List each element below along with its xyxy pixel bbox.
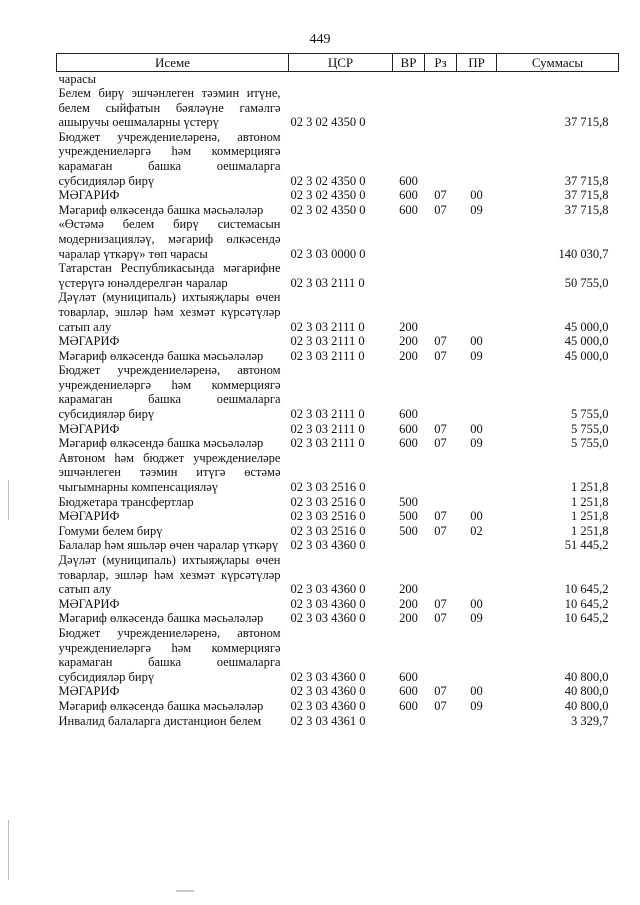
cell-csr: 02 3 03 4360 0 bbox=[290, 596, 366, 611]
cell-csr: 02 3 03 4360 0 bbox=[290, 611, 366, 626]
cell-rz bbox=[425, 72, 457, 87]
header-pr: ПР bbox=[457, 54, 497, 72]
table-row bbox=[57, 626, 619, 684]
table-row bbox=[57, 684, 619, 699]
cell-vr bbox=[393, 538, 425, 553]
cell-sum: 1 251,8 bbox=[571, 509, 609, 524]
cell-name: Дәүләт (муниципаль) ихтыяҗлары өчен товарлар, эшләр һәм хезмәт күрсәтүләр сатып алу bbox=[58, 553, 281, 597]
cell-csr: 02 3 02 4350 0 bbox=[290, 202, 366, 217]
cell-pr bbox=[457, 363, 497, 421]
cell-vr bbox=[393, 86, 425, 130]
cell-rz: 07 bbox=[434, 202, 447, 217]
cell-csr: 02 3 03 4361 0 bbox=[290, 713, 366, 728]
cell-vr: 200 bbox=[399, 611, 418, 626]
cell-vr: 600 bbox=[399, 202, 418, 217]
cell-csr: 02 3 02 4350 0 bbox=[290, 188, 366, 203]
cell-csr: 02 3 03 2111 0 bbox=[290, 334, 365, 349]
cell-pr: 00 bbox=[470, 684, 483, 699]
cell-vr: 200 bbox=[399, 596, 418, 611]
cell-sum: 45 000,0 bbox=[564, 319, 609, 334]
cell-name: Татарстан Республикасында мәгарифне үстерүгә юнәлдерелгән чаралар bbox=[58, 261, 281, 290]
cell-rz: 07 bbox=[434, 596, 447, 611]
cell-sum bbox=[497, 72, 619, 87]
cell-pr: 02 bbox=[470, 523, 483, 538]
cell-pr: 09 bbox=[470, 202, 483, 217]
cell-vr bbox=[393, 261, 425, 290]
table-row bbox=[57, 86, 619, 130]
table-row bbox=[57, 130, 619, 188]
cell-rz: 07 bbox=[434, 188, 447, 203]
cell-name: Бюджет учреждениеләренә, автоном учреждениеләргә һәм коммерциягә карамаган башка оешмаларга субсидияләр бирү bbox=[58, 625, 281, 684]
cell-csr: 02 3 03 2111 0 bbox=[290, 407, 365, 422]
cell-csr: 02 3 03 2111 0 bbox=[290, 421, 365, 436]
cell-pr bbox=[457, 626, 497, 684]
cell-vr: 500 bbox=[399, 509, 418, 524]
cell-name: Гомуми белем бирү bbox=[58, 523, 163, 538]
cell-csr: 02 3 03 2516 0 bbox=[290, 523, 366, 538]
cell-sum: 5 755,0 bbox=[571, 421, 609, 436]
cell-vr: 600 bbox=[399, 436, 418, 451]
header-rz: Рз bbox=[425, 54, 457, 72]
cell-rz bbox=[425, 495, 457, 510]
cell-pr bbox=[457, 495, 497, 510]
cell-pr bbox=[457, 261, 497, 290]
cell-sum: 37 715,8 bbox=[564, 173, 609, 188]
table-row bbox=[57, 349, 619, 364]
cell-pr bbox=[457, 290, 497, 334]
cell-vr: 600 bbox=[399, 698, 418, 713]
cell-vr: 600 bbox=[399, 684, 418, 699]
cell-rz: 07 bbox=[434, 684, 447, 699]
cell-vr: 600 bbox=[399, 188, 418, 203]
cell-name: Дәүләт (муниципаль) ихтыяҗлары өчен товарлар, эшләр һәм хезмәт күрсәтүләр сатып алу bbox=[58, 290, 281, 334]
header-sum: Суммасы bbox=[497, 54, 619, 72]
cell-name: МӘГАРИФ bbox=[58, 334, 120, 349]
cell-name: Автоном һәм бюджет учреждениеләре эшчәнлеген тәэмин итүгә өстәмә чыгымнарны компенсацияләү bbox=[58, 450, 281, 495]
cell-vr: 500 bbox=[399, 494, 418, 509]
cell-csr: 02 3 02 4350 0 bbox=[290, 115, 366, 130]
cell-csr: 02 3 02 4350 0 bbox=[290, 173, 366, 188]
table-row bbox=[57, 188, 619, 203]
cell-name: Бюджетара трансфертлар bbox=[58, 494, 194, 509]
table-row bbox=[57, 217, 619, 261]
table-row bbox=[57, 699, 619, 714]
cell-csr: 02 3 03 2111 0 bbox=[290, 436, 365, 451]
table-row bbox=[57, 714, 619, 729]
cell-rz: 07 bbox=[434, 436, 447, 451]
cell-csr: 02 3 03 0000 0 bbox=[290, 246, 366, 261]
cell-pr: 00 bbox=[470, 188, 483, 203]
cell-rz bbox=[425, 217, 457, 261]
cell-sum: 1 251,8 bbox=[571, 480, 609, 495]
cell-pr bbox=[457, 217, 497, 261]
cell-pr bbox=[457, 714, 497, 729]
cell-rz bbox=[425, 290, 457, 334]
cell-sum: 140 030,7 bbox=[558, 246, 609, 261]
cell-name: Мәгариф өлкәсендә башка мәсьәләләр bbox=[58, 611, 264, 626]
cell-name: «Өстәмә белем бирү системасын модернизацияләү, мәгариф өлкәсендә чаралар үткәрү» төп чарасы bbox=[58, 217, 281, 261]
cell-rz bbox=[425, 626, 457, 684]
scan-margin-mark bbox=[8, 480, 9, 520]
cell-sum: 5 755,0 bbox=[571, 436, 609, 451]
cell-sum: 45 000,0 bbox=[564, 334, 609, 349]
cell-name: Инвалид балаларга дистанцион белем bbox=[58, 713, 262, 728]
header-csr: ЦСР bbox=[289, 54, 393, 72]
table-row bbox=[57, 495, 619, 510]
cell-sum: 1 251,8 bbox=[571, 494, 609, 509]
cell-csr: 02 3 03 4360 0 bbox=[290, 669, 366, 684]
cell-csr: 02 3 03 4360 0 bbox=[290, 684, 366, 699]
cell-vr: 500 bbox=[399, 523, 418, 538]
cell-vr: 200 bbox=[399, 319, 418, 334]
cell-vr bbox=[393, 451, 425, 495]
table-row bbox=[57, 524, 619, 539]
cell-pr: 00 bbox=[470, 334, 483, 349]
cell-sum: 50 755,0 bbox=[564, 275, 609, 290]
cell-sum: 10 645,2 bbox=[564, 582, 609, 597]
cell-vr bbox=[393, 217, 425, 261]
cell-csr: 02 3 03 2111 0 bbox=[290, 275, 365, 290]
cell-sum: 1 251,8 bbox=[571, 523, 609, 538]
cell-name: Бюджет учреждениеләренә, автоном учреждениеләргә һәм коммерциягә карамаган башка оешмаларга субсидияләр бирү bbox=[58, 363, 281, 422]
cell-name: Мәгариф өлкәсендә башка мәсьәләләр bbox=[58, 698, 264, 713]
header-vr: ВР bbox=[393, 54, 425, 72]
cell-rz: 07 bbox=[434, 523, 447, 538]
table-row bbox=[57, 422, 619, 437]
cell-name: Балалар һәм яшьләр өчен чаралар үткәрү bbox=[58, 538, 279, 553]
cell-pr bbox=[457, 451, 497, 495]
cell-sum: 37 715,8 bbox=[564, 115, 609, 130]
cell-pr: 00 bbox=[470, 596, 483, 611]
cell-sum: 51 445,2 bbox=[564, 538, 609, 553]
cell-csr: 02 3 03 4360 0 bbox=[290, 582, 366, 597]
cell-csr: 02 3 03 2516 0 bbox=[290, 480, 366, 495]
cell-vr: 200 bbox=[399, 348, 418, 363]
scan-margin-mark bbox=[8, 820, 9, 880]
cell-pr: 09 bbox=[470, 348, 483, 363]
cell-vr: 200 bbox=[399, 334, 418, 349]
cell-name: Бюджет учреждениеләренә, автоном учреждениеләргә һәм коммерциягә карамаган башка оешмаларга субсидияләр бирү bbox=[58, 129, 281, 188]
cell-sum: 5 755,0 bbox=[571, 407, 609, 422]
cell-rz: 07 bbox=[434, 334, 447, 349]
table-row bbox=[57, 597, 619, 612]
cell-rz bbox=[425, 363, 457, 421]
cell-vr bbox=[393, 72, 425, 87]
cell-pr bbox=[457, 130, 497, 188]
cell-pr bbox=[457, 538, 497, 553]
cell-csr: 02 3 03 4360 0 bbox=[290, 698, 366, 713]
cell-rz bbox=[425, 538, 457, 553]
cell-pr: 00 bbox=[470, 421, 483, 436]
cell-rz bbox=[425, 261, 457, 290]
table-row bbox=[57, 611, 619, 626]
cell-rz: 07 bbox=[434, 611, 447, 626]
cell-vr: 600 bbox=[399, 669, 418, 684]
cell-pr: 09 bbox=[470, 611, 483, 626]
table-row bbox=[57, 553, 619, 597]
cell-csr: 02 3 03 4360 0 bbox=[290, 538, 366, 553]
cell-sum: 40 800,0 bbox=[564, 698, 609, 713]
table-row bbox=[57, 363, 619, 421]
cell-name: МӘГАРИФ bbox=[58, 188, 120, 203]
scan-smudge bbox=[176, 890, 194, 892]
table-row bbox=[57, 451, 619, 495]
cell-rz: 07 bbox=[434, 421, 447, 436]
cell-rz: 07 bbox=[434, 348, 447, 363]
table-row bbox=[57, 72, 619, 87]
cell-name: МӘГАРИФ bbox=[58, 596, 120, 611]
cell-name: МӘГАРИФ bbox=[58, 684, 120, 699]
cell-sum: 45 000,0 bbox=[564, 348, 609, 363]
cell-rz bbox=[425, 451, 457, 495]
cell-pr bbox=[457, 72, 497, 87]
page-number: 449 bbox=[309, 32, 331, 47]
header-name: Исеме bbox=[57, 54, 289, 72]
cell-sum: 10 645,2 bbox=[564, 596, 609, 611]
table-row bbox=[57, 203, 619, 218]
table-body bbox=[57, 72, 619, 729]
table-header bbox=[57, 54, 619, 72]
cell-name: Мәгариф өлкәсендә башка мәсьәләләр bbox=[58, 202, 264, 217]
cell-rz bbox=[425, 553, 457, 597]
budget-table bbox=[56, 53, 619, 728]
cell-vr: 600 bbox=[399, 407, 418, 422]
cell-pr bbox=[457, 553, 497, 597]
cell-sum: 10 645,2 bbox=[564, 611, 609, 626]
cell-rz: 07 bbox=[434, 509, 447, 524]
cell-name: чарасы bbox=[58, 72, 97, 86]
cell-rz bbox=[425, 714, 457, 729]
cell-sum: 40 800,0 bbox=[564, 684, 609, 699]
cell-name: Мәгариф өлкәсендә башка мәсьәләләр bbox=[58, 348, 264, 363]
cell-csr: 02 3 03 2111 0 bbox=[290, 319, 365, 334]
cell-vr: 600 bbox=[399, 421, 418, 436]
cell-rz bbox=[425, 130, 457, 188]
cell-sum: 40 800,0 bbox=[564, 669, 609, 684]
cell-vr: 600 bbox=[399, 173, 418, 188]
cell-vr: 200 bbox=[399, 582, 418, 597]
table-row bbox=[57, 290, 619, 334]
cell-csr: 02 3 03 2111 0 bbox=[290, 348, 365, 363]
table-row bbox=[57, 538, 619, 553]
cell-rz bbox=[425, 86, 457, 130]
cell-name: МӘГАРИФ bbox=[58, 509, 120, 524]
cell-sum: 3 329,7 bbox=[571, 713, 609, 728]
table-row bbox=[57, 334, 619, 349]
cell-sum: 37 715,8 bbox=[564, 188, 609, 203]
cell-sum: 37 715,8 bbox=[564, 202, 609, 217]
cell-pr: 00 bbox=[470, 509, 483, 524]
table-row bbox=[57, 509, 619, 524]
cell-pr bbox=[457, 86, 497, 130]
cell-name: Мәгариф өлкәсендә башка мәсьәләләр bbox=[58, 436, 264, 451]
table-row bbox=[57, 436, 619, 451]
cell-vr bbox=[393, 714, 425, 729]
cell-csr: 02 3 03 2516 0 bbox=[290, 509, 366, 524]
table-row bbox=[57, 261, 619, 290]
cell-name: Белем бирү эшчәнлеген тәэмин итүне, белем сыйфатын бәяләүне гамәлгә ашыручы оешмаларны үстерү bbox=[58, 86, 281, 130]
cell-csr: 02 3 03 2516 0 bbox=[290, 494, 366, 509]
cell-pr: 09 bbox=[470, 436, 483, 451]
cell-name: МӘГАРИФ bbox=[58, 421, 120, 436]
cell-pr: 09 bbox=[470, 698, 483, 713]
cell-rz: 07 bbox=[434, 698, 447, 713]
cell-csr bbox=[289, 72, 393, 87]
